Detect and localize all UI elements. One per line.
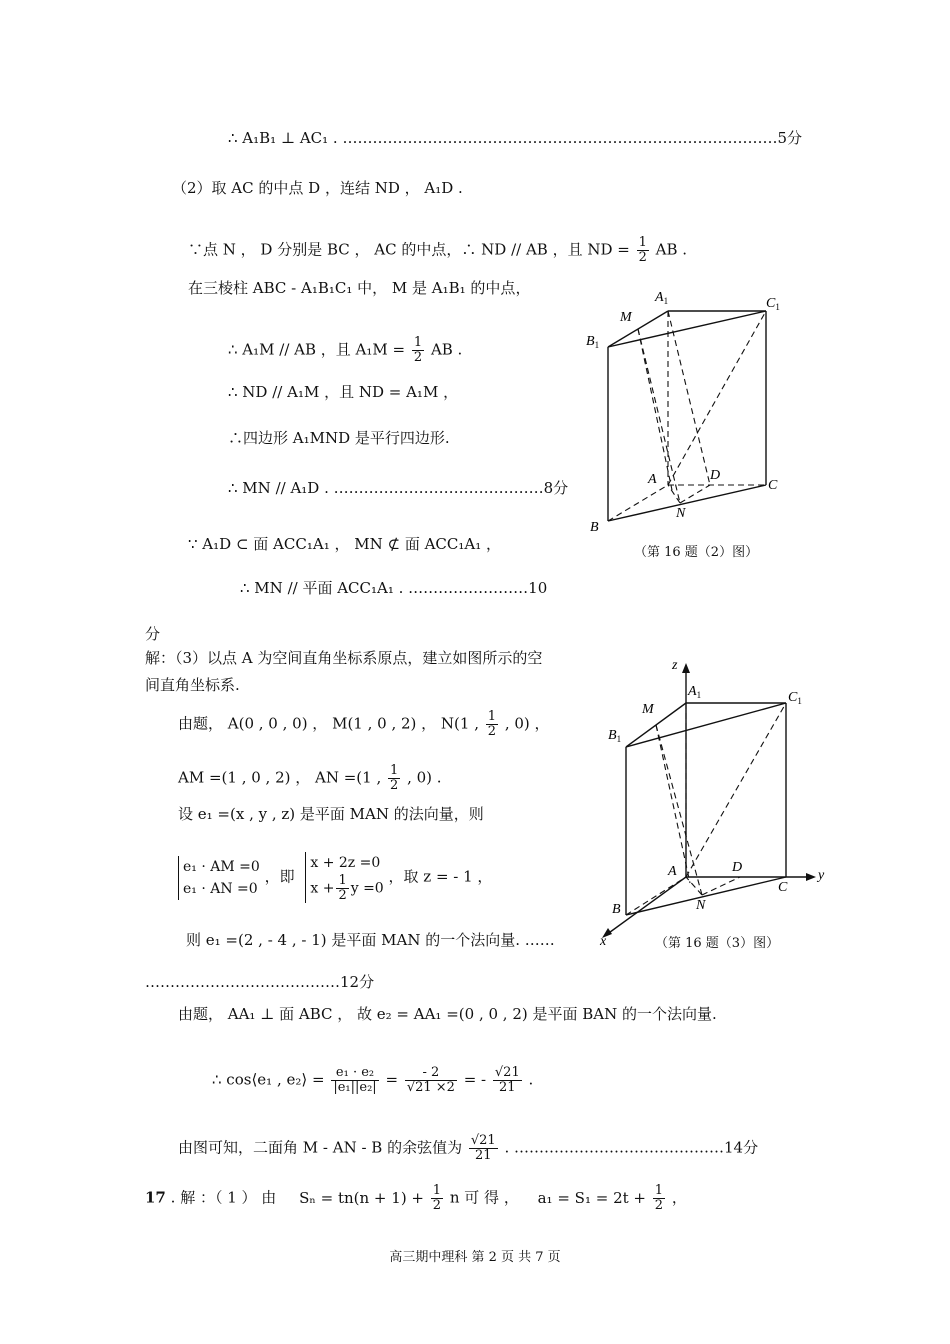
label-A1: $A_1$ <box>655 290 669 306</box>
label-C-3: C <box>778 880 788 895</box>
axis-label-x: x <box>600 934 607 945</box>
part3-intro1: 解：（3）以点 A 为空间直角坐标系原点，建立如图所示的空 <box>145 649 543 667</box>
label-C: C <box>768 478 778 493</box>
part2-intro: （2）取 AC 的中点 D ，连结 ND ， A₁D . <box>172 179 463 197</box>
part2-line8: ∴ MN // 平面 ACC₁A₁ . ……………………10 <box>240 579 548 597</box>
page-footer: 高三期中理科 第 2 页 共 7 页 <box>389 1250 561 1265</box>
figure-3-caption: （第 16 题（3）图） <box>655 936 780 951</box>
q17-line: 17 . 解 ：（ 1 ） 由 Sₙ = tn(n + 1) + $\frac{1}{2}$ n 可 得 ， a₁ = S₁ = 2t + $\frac{1}{2}$ ， <box>145 1183 687 1213</box>
part3-vectors: AM =(1 , 0 , 2) ， AN =(1 , $\frac{1}{2}$ , 0) . <box>178 763 442 793</box>
label-D-3: D <box>732 860 743 875</box>
part3-intro2: 间直角坐标系. <box>145 676 240 694</box>
part2-line3: ∴ A₁M // AB ，且 A₁M = $\frac{1}{2}$ AB . <box>228 335 463 365</box>
part3-normal-def: 设 e₁ =(x , y , z) 是平面 MAN 的法向量，则 <box>178 805 484 823</box>
line-a1b1-perp: ∴ A₁B₁ ⊥ AC₁ . ……………………………………………………………………………5分 <box>228 129 803 147</box>
label-C1: $C_1$ <box>766 296 780 312</box>
label-B1-3: $B_1$ <box>608 728 622 744</box>
part2-line5: ∴四边形 A₁MND 是平行四边形. <box>228 429 450 447</box>
label-A: A <box>648 472 657 487</box>
part2-line7: ∵ A₁D ⊂ 面 ACC₁A₁ ， MN ⊄ 面 ACC₁A₁ ， <box>188 535 502 553</box>
part3-conclusion: 由图可知，二面角 M - AN - B 的余弦值为 $\frac{√21}{21}$ . ……………………………………14分 <box>178 1133 759 1163</box>
label-B: B <box>590 520 599 535</box>
figure-2-caption: （第 16 题（2）图） <box>634 545 759 560</box>
score-10-suffix: 分 <box>145 625 161 643</box>
label-B-3: B <box>612 902 621 917</box>
part3-normal2: 由题， AA₁ ⊥ 面 ABC ， 故 e₂ = AA₁ =(0 , 0 , 2) 是平面 BAN 的一个法向量. <box>178 1005 717 1023</box>
part2-line4: ∴ ND // A₁M ，且 ND = A₁M ， <box>228 383 459 401</box>
prism-figure-3 <box>590 655 830 945</box>
axis-label-y: y <box>818 868 825 883</box>
label-M-3: M <box>642 702 654 717</box>
label-B1: $B_1$ <box>586 334 600 350</box>
label-C1-3: $C_1$ <box>788 690 802 706</box>
prism-figure-2 <box>580 285 800 545</box>
part2-line1: ∵点 N ， D 分别是 BC ， AC 的中点，∴ ND // AB ，且 ND = $\frac{1}{2}$ AB . <box>188 235 688 265</box>
label-A-3: A <box>668 864 677 879</box>
part2-line2: 在三棱柱 ABC - A₁B₁C₁ 中， M 是 A₁B₁ 的中点， <box>188 279 531 297</box>
part3-cos: ∴ cos⟨e₁ , e₂⟩ = $\frac{\text{e₁ · e₂}}{\text{|e₁||e₂|}}$ = $\frac{- 2}{√21 \times 2}$ = - $\frac{√21}{21}$ . <box>212 1065 534 1095</box>
label-D: D <box>710 468 721 483</box>
label-N: N <box>676 506 686 521</box>
part3-system: e₁ · AM =0 e₁ · AN =0 ，即 x + 2z =0 x + $\frac{1}{2}$ y =0 ，取 z = - 1 ， <box>178 852 492 903</box>
part3-result: 则 e₁ =(2 , - 4 , - 1) 是平面 MAN 的一个法向量. …… <box>186 931 555 949</box>
label-M: M <box>620 310 632 325</box>
label-A1-3: $A_1$ <box>688 684 702 700</box>
part2-line6: ∴ MN // A₁D . ……………………………………8分 <box>228 479 569 497</box>
axis-label-z: z <box>672 658 678 673</box>
part3-coords: 由题， A(0 , 0 , 0) ， M(1 , 0 , 2) ， N(1 , $\frac{1}{2}$ , 0) ， <box>178 709 550 739</box>
label-N-3: N <box>696 898 706 913</box>
part3-score12: …………………………………12分 <box>145 973 375 991</box>
